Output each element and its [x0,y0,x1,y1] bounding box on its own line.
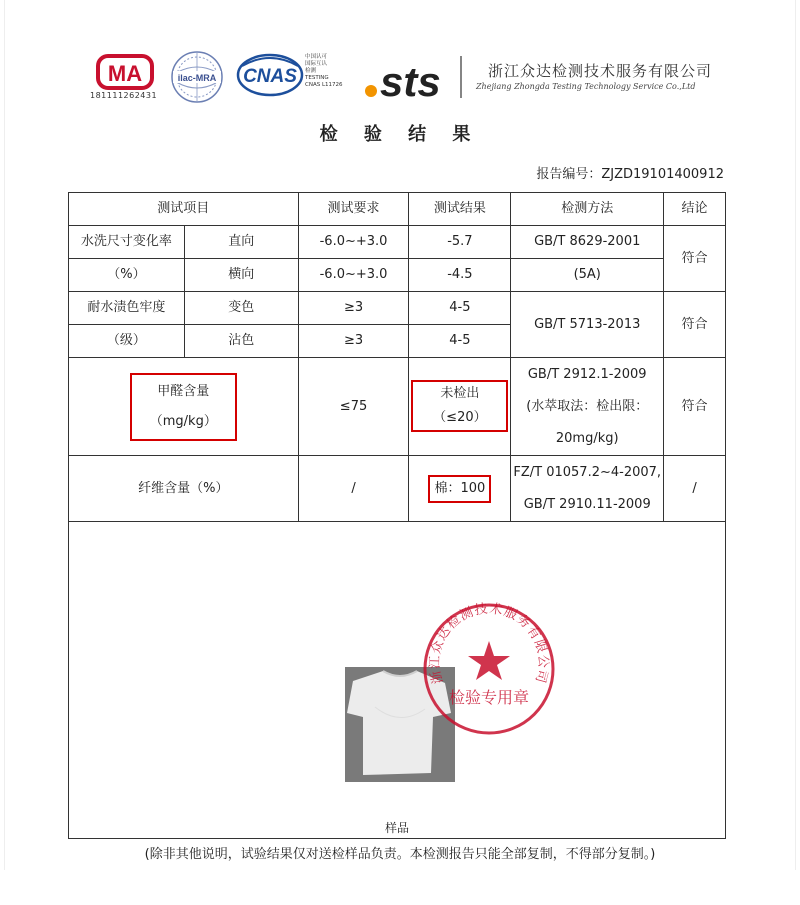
sample-cell [69,522,726,839]
svg-text:ilac-MRA: ilac-MRA [177,73,217,83]
table-row [69,226,726,259]
svg-text:MA: MA [107,61,143,86]
table-row [69,259,726,292]
official-seal [419,599,559,739]
item-sublabel: 横向 [184,259,298,292]
cnas-accreditation-text [305,54,355,89]
table-header-row [69,193,726,226]
item-label: 水洗尺寸变化率 [69,226,185,259]
header-cell: 测试项目 [69,193,299,226]
method-line: GB/T 2910.11-2009 [523,496,651,512]
cnas-line: 国际互认 [305,61,328,67]
result-cell: -5.7 [409,226,511,259]
conclusion-cell: 符合 [664,358,726,456]
svg-text:sts: sts [380,58,441,102]
cma-number: 181111262431 [90,91,158,100]
header-cell: 检测方法 [511,193,664,226]
header-cell: 测试结果 [409,193,511,226]
conclusion-cell: 符合 [664,292,726,358]
result-cell: -4.5 [409,259,511,292]
method-line: (水萃取法：检出限： [526,398,649,414]
formaldehyde-highlight [130,373,237,441]
svg-text:检验专用章: 检验专用章 [448,688,530,707]
item-sublabel: 变色 [184,292,298,325]
formaldehyde-label: 甲醛含量 [157,383,210,399]
method-line: FZ/T 01057.2~4-2007, [513,464,662,480]
method-line: 20mg/kg) [555,430,619,446]
method-cell: GB/T 5713-2013 [511,292,664,358]
item-label: 纤维含量（%） [69,456,299,522]
formaldehyde-unit: （mg/kg） [149,413,217,429]
document-title: 检 验 结 果 [319,124,481,145]
table-row [69,456,726,522]
results-table [68,192,726,839]
requirement-cell: / [298,456,409,522]
item-sublabel: 直向 [184,226,298,259]
header-cell: 测试要求 [298,193,409,226]
table-row [69,292,726,325]
item-label [69,358,299,456]
ilac-mra-logo [170,50,224,104]
cnas-line: 中国认可 [305,54,328,60]
cnas-line: CNAS L11726 [305,82,343,88]
sample-row [69,522,726,839]
result-cell [409,456,511,522]
formaldehyde-result-highlight: 未检出（≤20） [411,380,508,432]
item-label: 耐水渍色牢度 [69,292,185,325]
result-cell: 4-5 [409,325,511,358]
svg-text:浙江众达检测技术服务有限公司: 浙江众达检测技术服务有限公司 [427,601,551,686]
fiber-result-highlight: 棉：100 [428,475,491,503]
table-row [69,358,726,456]
result-cell: 4-5 [409,292,511,325]
report-number: 报告编号：ZJZD19101400912 [536,167,724,182]
svg-text:CNAS: CNAS [243,66,297,87]
requirement-cell: ≥3 [298,325,409,358]
cnas-logo [236,52,304,98]
method-cell [511,358,664,456]
method-cell [511,456,664,522]
company-name-cn: 浙江众达检测技术服务有限公司 [488,62,713,80]
requirement-cell: ≤75 [298,358,409,456]
method-line: GB/T 2912.1-2009 [527,366,647,382]
requirement-cell: ≥3 [298,292,409,325]
method-cell: (5A) [511,259,664,292]
company-name-en: Zhejiang Zhongda Testing Technology Service Co.,Ltd [476,82,696,91]
result-cell [409,358,511,456]
header-cell: 结论 [664,193,726,226]
item-sublabel: 沾色 [184,325,298,358]
cnas-line: TESTING [305,75,329,81]
conclusion-cell: / [664,456,726,522]
cma-logo [94,52,156,92]
method-cell: GB/T 8629-2001 [511,226,664,259]
cnas-line: 检测 [305,68,317,74]
item-label: （级） [69,325,185,358]
requirement-cell: -6.0~+3.0 [298,259,409,292]
footer-note: (除非其他说明，试验结果仅对送检样品负责。本检测报告只能全部复制，不得部分复制。) [144,847,656,862]
item-label: （%） [69,259,185,292]
requirement-cell: -6.0~+3.0 [298,226,409,259]
conclusion-cell: 符合 [664,226,726,292]
sample-label: 样品 [384,821,409,835]
sts-logo [362,54,467,102]
